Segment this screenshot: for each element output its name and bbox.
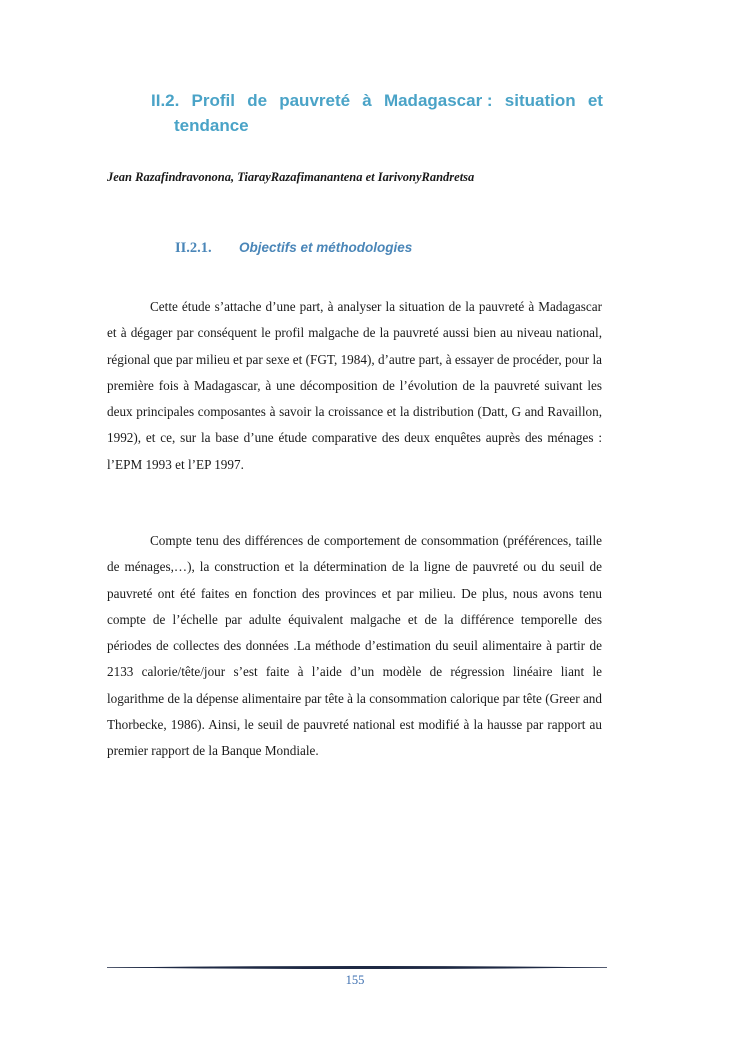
heading-word: pauvreté (279, 91, 351, 110)
body-paragraph-2: Compte tenu des différences de comportement de consommation (préférences, taille de ménages,…), la construction et la détermination de la ligne de pauvreté ou du seuil de pauvreté ont été faites en fonction des provinces et par milieu. De plus, nous avons tenu compte de l’échelle par adulte équivalent malgache et de la différence temporelle des périodes de collectes des données .La méthode d’estimation du seuil alimentaire à partir de 2133 calorie/tête/jour s’est faite à l’aide d’un modèle de régression linéaire liant le logarithme de la dépense alimentaire par tête à la consommation calorique par tête (Greer and Thorbecke, 1986). Ainsi, le seuil de pauvreté national est modifié à la hausse par rapport au premier rapport de la Banque Mondiale. (107, 533, 602, 759)
heading-word: de (247, 91, 268, 110)
subsection-number: II.2.1. (175, 240, 212, 256)
heading-word: Profil (191, 91, 235, 110)
section-heading-line2: tendance (174, 116, 249, 135)
authors-line: Jean Razafindravonona, TiarayRazafimanantena et IarivonyRandretsa (107, 170, 475, 184)
section-heading-line1 (151, 88, 603, 113)
body-paragraph-1: Cette étude s’attache d’une part, à analyser la situation de la pauvreté à Madagascar et à dégager par conséquent le profil malgache de la pauvreté aussi bien au niveau national, régional que par milieu et par sexe et (FGT, 1984), d’autre part, à essayer de procéder, pour la première fois à Madagascar, à une décomposition de l’évolution de la pauvreté suivant les deux principales composantes à savoir la croissance et la distribution (Datt, G and Ravaillon, 1992), et ce, sur la base d’une étude comparative des deux enquêtes auprès des ménages : l’EPM 1993 et l’EP 1997. (107, 299, 602, 472)
heading-word: et (587, 91, 603, 110)
footer-rule (107, 964, 607, 971)
page-number: 155 (345, 973, 365, 987)
subsection-heading (175, 240, 412, 257)
heading-word: II.2. (151, 91, 180, 110)
heading-word: situation (504, 91, 576, 110)
heading-word: Madagascar : (383, 91, 493, 110)
heading-word: à (362, 91, 372, 110)
subsection-title: Objectifs et méthodologies (239, 240, 413, 255)
section-heading (151, 88, 603, 138)
